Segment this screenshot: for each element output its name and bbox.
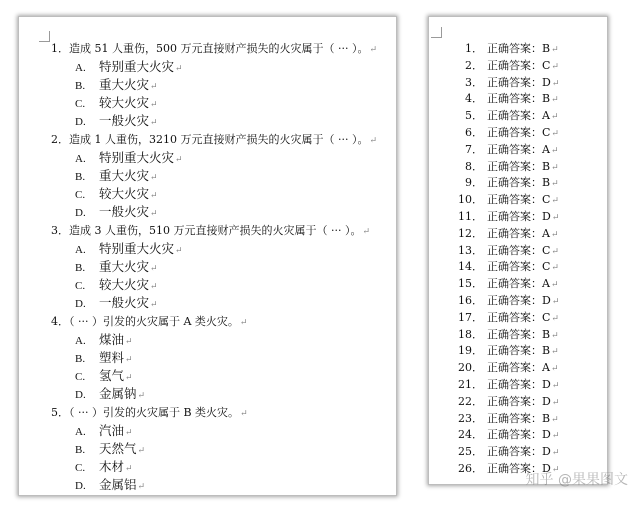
paragraph-mark: ↵ [137,482,146,492]
paragraph-mark: ↵ [175,64,183,74]
question-item [19,221,396,312]
paragraph-mark: ↵ [150,209,158,219]
option-letter: C. [75,371,86,383]
answer-number: 26． [458,461,483,475]
option-row [19,331,396,349]
answer-label: 正确答案： [487,344,542,358]
answer-label: 正确答案： [487,109,542,123]
answer-label: 正确答案： [487,226,542,240]
option-text: 重大火灾 [99,168,150,183]
question-stem [19,312,396,331]
question-text: 4．（ ··· ）引发的火灾属于 A 类火灾。 [51,315,239,328]
option-letter: C. [75,98,86,110]
answer-row [429,91,607,108]
answer-label: 正确答案： [487,193,542,207]
answer-value: A [542,142,550,156]
question-stem [19,403,396,422]
paragraph-mark: ↵ [550,280,559,291]
answer-label: 正确答案： [487,142,542,156]
answer-label: 正确答案： [487,243,542,257]
option-letter: A. [75,335,86,347]
answer-row [429,427,607,444]
option-letter: B. [75,171,86,183]
page-corner-mark [431,27,442,38]
answer-value: C [542,310,551,324]
option-text: 重大火灾 [99,259,150,274]
answer-value: A [542,109,550,123]
question-list [19,39,396,494]
option-text: 木材 [99,459,125,474]
answer-number: 21． [458,377,483,391]
paragraph-mark: ↵ [125,428,133,438]
option-text: 塑料 [99,350,125,365]
option-letter: C. [75,462,86,474]
answer-value: A [542,361,550,375]
answer-number: 24． [458,428,483,442]
answer-value: B [542,344,551,358]
option-row [19,149,396,167]
answer-value: C [542,125,551,139]
option-row [19,294,396,312]
paragraph-mark: ↵ [125,373,133,383]
option-row [19,240,396,258]
paragraph-mark: ↵ [551,162,559,173]
paragraph-mark: ↵ [550,364,559,375]
answer-label: 正确答案： [487,42,542,55]
option-row [19,112,396,130]
option-row [19,367,396,385]
question-text: 5．（ ··· ）引发的火灾属于 B 类火灾。 [51,406,240,419]
option-letter: A. [75,153,86,165]
answer-row [429,327,607,344]
option-text: 较大火灾 [99,277,150,292]
answer-value: C [542,243,551,257]
option-text: 特别重大火灾 [99,241,175,256]
question-item [19,130,396,221]
option-letter: B. [75,262,86,274]
answer-label: 正确答案： [487,361,542,375]
option-text: 一般火灾 [99,295,150,310]
answer-number: 13． [458,243,483,257]
answer-value: D [542,75,551,89]
answer-value: D [542,209,551,223]
answer-value: D [542,445,551,459]
option-row [19,440,396,458]
option-letter: D. [75,480,86,492]
answer-number: 22． [458,394,483,408]
paragraph-mark: ↵ [551,330,559,341]
answer-label: 正确答案： [487,58,542,72]
option-row [19,385,396,403]
answer-value: C [542,58,551,72]
answer-value: A [542,277,550,291]
answer-number: 6． [465,125,483,139]
paragraph-mark: ↵ [551,448,560,459]
answer-label: 正确答案： [487,277,542,291]
answer-label: 正确答案： [487,428,542,442]
paragraph-mark: ↵ [125,464,133,474]
paragraph-mark: ↵ [150,118,158,128]
option-row [19,167,396,185]
option-text: 较大火灾 [99,186,150,201]
answer-value: B [542,42,551,55]
answer-row [429,411,607,428]
answer-label: 正确答案： [487,327,542,341]
answer-value: B [542,411,551,425]
option-letter: A. [75,62,86,74]
option-text: 一般火灾 [99,113,150,128]
answer-number: 3． [465,75,483,89]
answer-row [429,343,607,360]
answer-row [429,75,607,92]
paragraph-mark: ↵ [125,337,133,347]
answer-label: 正确答案： [487,159,542,173]
question-stem [19,39,396,58]
watermark: 知乎 @果果图文 [525,472,628,488]
paragraph-mark: ↵ [150,100,158,110]
answer-number: 17． [458,310,483,324]
answer-label: 正确答案： [487,293,542,307]
paragraph-mark: ↵ [369,136,378,146]
question-item [19,39,396,130]
answer-number: 12． [458,226,483,240]
answer-number: 14． [458,260,483,274]
answer-value: B [542,159,551,173]
paragraph-mark: ↵ [551,95,559,106]
option-text: 特别重大火灾 [99,59,175,74]
option-letter: C. [75,189,86,201]
option-row [19,458,396,476]
option-letter: A. [75,244,86,256]
paragraph-mark: ↵ [551,246,559,257]
answer-number: 16． [458,293,483,307]
option-row [19,476,396,494]
paragraph-mark: ↵ [369,45,378,55]
option-letter: B. [75,353,86,365]
question-text: 2．造成 1 人重伤，3210 万元直接财产损失的火灾属于（ ··· ）。 [51,133,369,146]
option-letter: B. [75,444,86,456]
paragraph-mark: ↵ [551,196,559,207]
answer-value: C [542,260,551,274]
answer-label: 正确答案： [487,310,542,324]
answer-label: 正确答案： [487,92,542,106]
paragraph-mark: ↵ [551,78,560,89]
option-text: 一般火灾 [99,204,150,219]
answer-label: 正确答案： [487,445,542,459]
paragraph-mark: ↵ [551,128,559,139]
paragraph-mark: ↵ [150,282,158,292]
answer-number: 23． [458,411,483,425]
paragraph-mark: ↵ [137,391,146,401]
paragraph-mark: ↵ [175,246,183,256]
answer-row [429,310,607,327]
option-text: 煤油 [99,332,125,347]
answer-row [429,377,607,394]
answer-value: D [542,377,551,391]
paragraph-mark: ↵ [240,409,248,419]
answer-number: 5． [465,109,483,123]
option-letter: D. [75,298,86,310]
paragraph-mark: ↵ [551,45,559,55]
option-text: 金属铝 [99,477,137,492]
paragraph-mark: ↵ [551,296,560,307]
answer-number: 10． [458,193,483,207]
paragraph-mark: ↵ [150,191,158,201]
answer-label: 正确答案： [487,209,542,223]
answer-page [428,16,608,485]
answer-value: D [542,394,551,408]
answer-number: 1． [465,42,483,55]
answer-row [429,226,607,243]
answer-number: 7． [465,142,483,156]
answer-row [429,259,607,276]
answer-number: 15． [458,277,483,291]
option-text: 天然气 [99,441,137,456]
answer-label: 正确答案： [487,125,542,139]
question-stem [19,130,396,149]
question-stem [19,221,396,240]
option-row [19,258,396,276]
answer-number: 20． [458,361,483,375]
answer-value: B [542,92,551,106]
answer-value: A [542,226,550,240]
answer-number: 11． [458,209,483,223]
paragraph-mark: ↵ [551,414,559,425]
answer-label: 正确答案： [487,260,542,274]
answer-value: B [542,327,551,341]
answer-row [429,360,607,377]
answer-number: 19． [458,344,483,358]
option-text: 汽油 [99,423,125,438]
option-row [19,203,396,221]
option-letter: D. [75,116,86,128]
question-page [18,16,397,496]
answer-label: 正确答案： [487,377,542,391]
paragraph-mark: ↵ [551,464,560,475]
option-text: 较大火灾 [99,95,150,110]
option-text: 氢气 [99,368,125,383]
answer-row [429,276,607,293]
paragraph-mark: ↵ [551,380,560,391]
option-letter: D. [75,389,86,401]
option-text: 特别重大火灾 [99,150,175,165]
option-letter: A. [75,426,86,438]
option-letter: D. [75,207,86,219]
paragraph-mark: ↵ [239,318,248,328]
question-item [19,403,396,494]
option-text: 金属钠 [99,386,137,401]
answer-row [429,394,607,411]
answer-number: 18． [458,327,483,341]
answer-label: 正确答案： [487,394,542,408]
answer-row [429,159,607,176]
answer-row [429,142,607,159]
answer-value: D [542,428,551,442]
answer-row [429,175,607,192]
answer-row [429,243,607,260]
question-text: 3．造成 3 人重伤，510 万元直接财产损失的火灾属于（ ··· ）。 [51,224,362,237]
paragraph-mark: ↵ [150,82,158,92]
answer-row [429,125,607,142]
answer-list [429,41,607,478]
paragraph-mark: ↵ [362,227,371,237]
paragraph-mark: ↵ [551,61,559,72]
option-row [19,94,396,112]
paragraph-mark: ↵ [150,264,158,274]
paragraph-mark: ↵ [550,229,559,240]
answer-row [429,444,607,461]
answer-number: 9． [465,176,483,190]
question-text: 1．造成 51 人重伤，500 万元直接财产损失的火灾属于（ ··· ）。 [51,42,369,55]
option-row [19,349,396,367]
answer-row [429,58,607,75]
answer-value: D [542,293,551,307]
answer-row [429,209,607,226]
paragraph-mark: ↵ [551,179,559,190]
option-letter: C. [75,280,86,292]
answer-label: 正确答案： [487,176,542,190]
paragraph-mark: ↵ [550,112,559,123]
option-text: 重大火灾 [99,77,150,92]
answer-number: 2． [465,58,483,72]
answer-label: 正确答案： [487,461,542,475]
paragraph-mark: ↵ [551,397,560,408]
answer-number: 8． [465,159,483,173]
paragraph-mark: ↵ [125,355,133,365]
paragraph-mark: ↵ [551,212,560,223]
answer-row [429,293,607,310]
paragraph-mark: ↵ [150,173,158,183]
paragraph-mark: ↵ [550,145,559,156]
answer-row [429,41,607,58]
option-letter: B. [75,80,86,92]
answer-number: 4． [465,92,483,106]
option-row [19,58,396,76]
paragraph-mark: ↵ [551,347,559,358]
option-row [19,185,396,203]
answer-value: D [542,461,551,475]
answer-label: 正确答案： [487,75,542,89]
answer-value: C [542,193,551,207]
answer-row [429,108,607,125]
paragraph-mark: ↵ [175,155,183,165]
answer-label: 正确答案： [487,411,542,425]
paragraph-mark: ↵ [551,431,560,442]
answer-number: 25． [458,445,483,459]
option-row [19,422,396,440]
option-row [19,276,396,294]
paragraph-mark: ↵ [150,300,158,310]
question-item [19,312,396,403]
paragraph-mark: ↵ [551,313,559,324]
answer-value: B [542,176,551,190]
option-row [19,76,396,94]
paragraph-mark: ↵ [137,446,146,456]
paragraph-mark: ↵ [551,263,559,274]
answer-row [429,192,607,209]
